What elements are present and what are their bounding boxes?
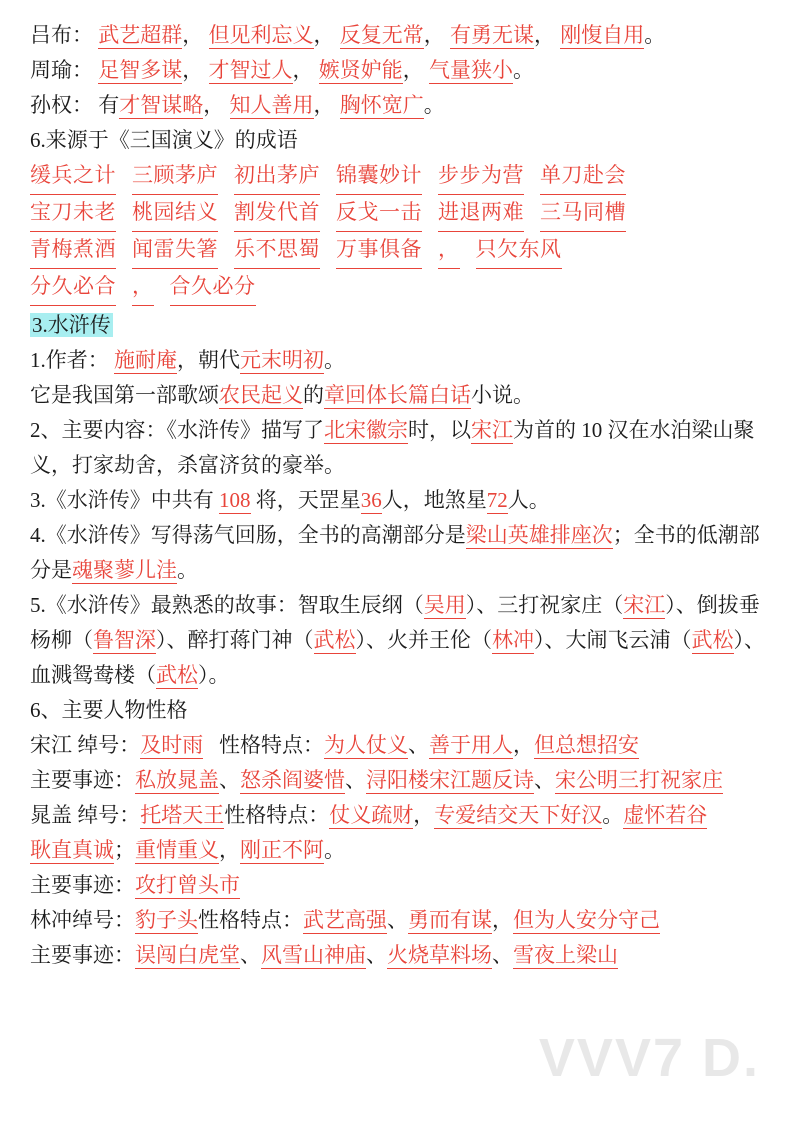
- number-value: 72: [486, 488, 508, 512]
- story-character: 林冲: [492, 628, 534, 652]
- intro-part: 小说。: [471, 383, 534, 407]
- content-part: 为首的 10 汉在水泊梁山聚义，打家劫舍，杀富济贫的豪举。: [30, 418, 755, 477]
- idiom-item: 三马同槽: [540, 195, 626, 232]
- deeds-label: 主要事迹：: [30, 768, 135, 792]
- idiom-item: 青梅煮酒: [30, 232, 116, 269]
- idiom-item: 合久必分: [170, 269, 256, 306]
- intro-keyword: 章回体长篇: [324, 383, 429, 407]
- numbers-part: 人，地煞星: [381, 488, 487, 512]
- traits-label: 性格特点：: [219, 733, 324, 757]
- trait: 反复无常: [339, 23, 424, 47]
- climax-keyword: 魂聚蓼儿洼: [72, 558, 177, 582]
- idiom-item: 单刀赴会: [540, 158, 626, 195]
- intro-keyword: 白话: [429, 383, 471, 407]
- deed: 雪夜上梁山: [513, 943, 618, 967]
- trait: 才智过人: [208, 58, 293, 82]
- idiom-item: 步步为营: [438, 158, 524, 195]
- section-title: 3.水浒传: [32, 313, 111, 337]
- stories-part: ）、三打祝家庄（: [465, 593, 624, 617]
- trait: 但总想招安: [534, 733, 639, 757]
- content-part: 时，以: [408, 418, 471, 442]
- character-name: 吕布：: [30, 23, 93, 47]
- content-line: [30, 413, 774, 483]
- stories-line: [30, 588, 774, 693]
- trait: 为人仗义: [324, 733, 408, 757]
- nickname: 豹子头: [135, 908, 198, 932]
- traits-label: 性格特点：: [198, 908, 303, 932]
- numbers-part: 人。: [507, 488, 550, 512]
- content-keyword: 北宋徽宗: [324, 418, 408, 442]
- deeds-label: 主要事迹：: [30, 943, 135, 967]
- character-name: 周瑜：: [30, 58, 93, 82]
- person-chaogai-line2: 耿直真诚；重情重义，刚正不阿。: [30, 838, 345, 862]
- idiom-item: 桃园结义: [132, 195, 218, 232]
- numbers-part: 将，天罡星: [255, 488, 361, 512]
- dynasty: 元末明初: [240, 348, 324, 372]
- story-character: 宋江: [623, 593, 666, 617]
- content-part: 2、主要内容：《水浒传》描写了: [30, 418, 324, 442]
- intro-line: [30, 378, 774, 413]
- intro-part: 的: [303, 383, 324, 407]
- trait: 才智谋略: [119, 93, 204, 117]
- stories-part: ）、倒拔垂杨柳（: [30, 593, 760, 652]
- trait: 知人善用: [229, 93, 314, 117]
- story-character: 武松: [691, 628, 734, 652]
- author-mid: ，朝代: [177, 348, 240, 372]
- author-label: 1.作者：: [30, 348, 109, 372]
- climax-part: 4.《水浒传》写得荡气回肠，全书的高潮部分是: [30, 523, 466, 547]
- story-character: 武松: [156, 663, 198, 687]
- person-linchong-line: 林冲绰号：豹子头性格特点：武艺高强、勇而有谋，但为人安分守己: [30, 908, 660, 932]
- trait: 善于用人: [429, 733, 513, 757]
- person-songjiang-deeds: 主要事迹：私放晁盖、怒杀阎婆惜、浔阳楼宋江题反诗、宋公明三打祝家庄: [30, 768, 723, 792]
- deed: 火烧草料场: [387, 943, 492, 967]
- idiom-list: [30, 158, 774, 306]
- idiom-item: 闻雷失箸: [132, 232, 218, 269]
- stories-part: ）、大闹飞云浦（: [534, 628, 692, 652]
- idiom-item: 万事俱备: [336, 232, 422, 269]
- person-chaogai-deeds: [30, 868, 774, 903]
- character-name: 孙权：: [30, 93, 93, 117]
- climax-keyword: 梁山英雄排座次: [465, 523, 613, 547]
- climax-line: [30, 518, 774, 588]
- deed: 误闯白虎堂: [135, 943, 240, 967]
- nickname: 及时雨: [140, 733, 204, 757]
- person-chaogai-line: 晁盖 绰号：托塔天王性格特点：仗义疏财，专爱结交天下好汉。虚怀若谷: [30, 803, 708, 827]
- section-title-line: [30, 308, 774, 343]
- trait: 刚愎自用: [560, 23, 645, 47]
- trait: 嫉贤妒能: [318, 58, 403, 82]
- idiom-item: 锦囊妙计: [336, 158, 422, 195]
- intro-keyword: 农民起义: [219, 383, 303, 407]
- story-character: 武松: [313, 628, 356, 652]
- traits-label: 性格特点：: [224, 803, 330, 827]
- deed: 风雪山神庙: [261, 943, 366, 967]
- author-end: 。: [324, 348, 345, 372]
- idiom-heading: 6.来源于《三国演义》的成语: [30, 128, 298, 152]
- trait: 有勇无谋: [450, 23, 534, 47]
- watermark: VVV7 D.: [538, 1028, 760, 1088]
- person-name: 晁盖: [30, 803, 72, 827]
- idiom-punct: ，: [132, 269, 154, 306]
- nickname-label: 绰号：: [77, 733, 141, 757]
- trait: 刚正不阿: [240, 838, 324, 862]
- trait: 重情重义: [135, 838, 219, 862]
- nickname: 托塔天王: [140, 803, 225, 827]
- trait: 武艺超群: [98, 23, 183, 47]
- character-zhouyu-line: 周瑜： 足智多谋， 才智过人， 嫉贤妒能， 气量狭小。: [30, 58, 534, 82]
- idiom-item: 宝刀未老: [30, 195, 116, 232]
- trait: 但见利忘义: [208, 23, 314, 47]
- characters-heading: 6、主要人物性格: [30, 698, 188, 722]
- stories-part: ）、火并王伦（: [355, 628, 492, 652]
- author-line: [30, 343, 774, 378]
- prefix: 有: [98, 93, 120, 117]
- story-character: 鲁智深: [93, 628, 156, 652]
- deed: 攻打曾头市: [135, 873, 240, 897]
- nickname-label: 绰号：: [77, 803, 141, 827]
- intro-part: 它是我国第一部歌颂: [30, 383, 219, 407]
- nickname-label: 绰号：: [72, 908, 135, 932]
- stories-part: ）、血溅鸳鸯楼（: [30, 628, 765, 687]
- climax-part: ；全书的低潮部分是: [30, 523, 760, 582]
- idiom-item: 分久必合: [30, 269, 116, 306]
- idiom-item: 缓兵之计: [30, 158, 116, 195]
- stories-part: ）、醉打蒋门神（: [156, 628, 314, 652]
- idiom-item: 进退两难: [438, 195, 524, 232]
- deeds-label: 主要事迹：: [30, 873, 135, 897]
- deed: 私放晁盖: [135, 768, 219, 792]
- person-songjiang-line: 宋江 绰号：及时雨 性格特点：为人仗义、善于用人，但总想招安: [30, 733, 639, 757]
- idiom-item: 乐不思蜀: [234, 232, 320, 269]
- numbers-part: 3.《水浒传》中共有: [30, 488, 214, 512]
- deed: 宋公明三打祝家庄: [555, 768, 723, 792]
- deed: 浔阳楼宋江题反诗: [366, 768, 534, 792]
- climax-part: 。: [177, 558, 198, 582]
- trait: 武艺高强: [303, 908, 387, 932]
- character-sunquan-line: 孙权： 有才智谋略， 知人善用， 胸怀宽广。: [30, 93, 445, 117]
- number-value: 108: [219, 488, 251, 512]
- trait: 勇而有谋: [408, 908, 492, 932]
- deed: 怒杀阎婆惜: [240, 768, 345, 792]
- author-name: 施耐庵: [114, 348, 177, 372]
- trait: 但为人安分守己: [513, 908, 660, 932]
- idiom-item: 三顾茅庐: [132, 158, 218, 195]
- idiom-item: 反戈一击: [336, 195, 422, 232]
- content-keyword: 宋江: [471, 418, 513, 442]
- numbers-line: [30, 483, 774, 518]
- story-character: 吴用: [423, 593, 466, 617]
- idiom-item: 初出茅庐: [234, 158, 320, 195]
- trait: 足智多谋: [98, 58, 183, 82]
- stories-part: ）。: [198, 663, 230, 687]
- person-name: 宋江: [30, 733, 72, 757]
- trait: 胸怀宽广: [339, 93, 424, 117]
- stories-part: 5.《水浒传》最熟悉的故事：智取生辰纲（: [30, 593, 424, 617]
- person-linchong-deeds: 主要事迹：误闯白虎堂、风雪山神庙、火烧草料场、雪夜上梁山: [30, 943, 618, 967]
- trait: 仗义疏财: [329, 803, 414, 827]
- person-name: 林冲: [30, 908, 72, 932]
- trait: 虚怀若谷: [623, 803, 708, 827]
- trait: 专爱结交天下好汉: [434, 803, 603, 827]
- trait: 耿直真诚: [30, 838, 114, 862]
- character-lubu-line: 吕布： 武艺超群， 但见利忘义， 反复无常， 有勇无谋， 刚愎自用。: [30, 23, 666, 47]
- trait: 气量狭小: [429, 58, 513, 82]
- idiom-punct: ，: [438, 232, 460, 269]
- idiom-item: 割发代首: [234, 195, 320, 232]
- number-value: 36: [360, 488, 382, 512]
- idiom-item: 只欠东风: [476, 232, 562, 269]
